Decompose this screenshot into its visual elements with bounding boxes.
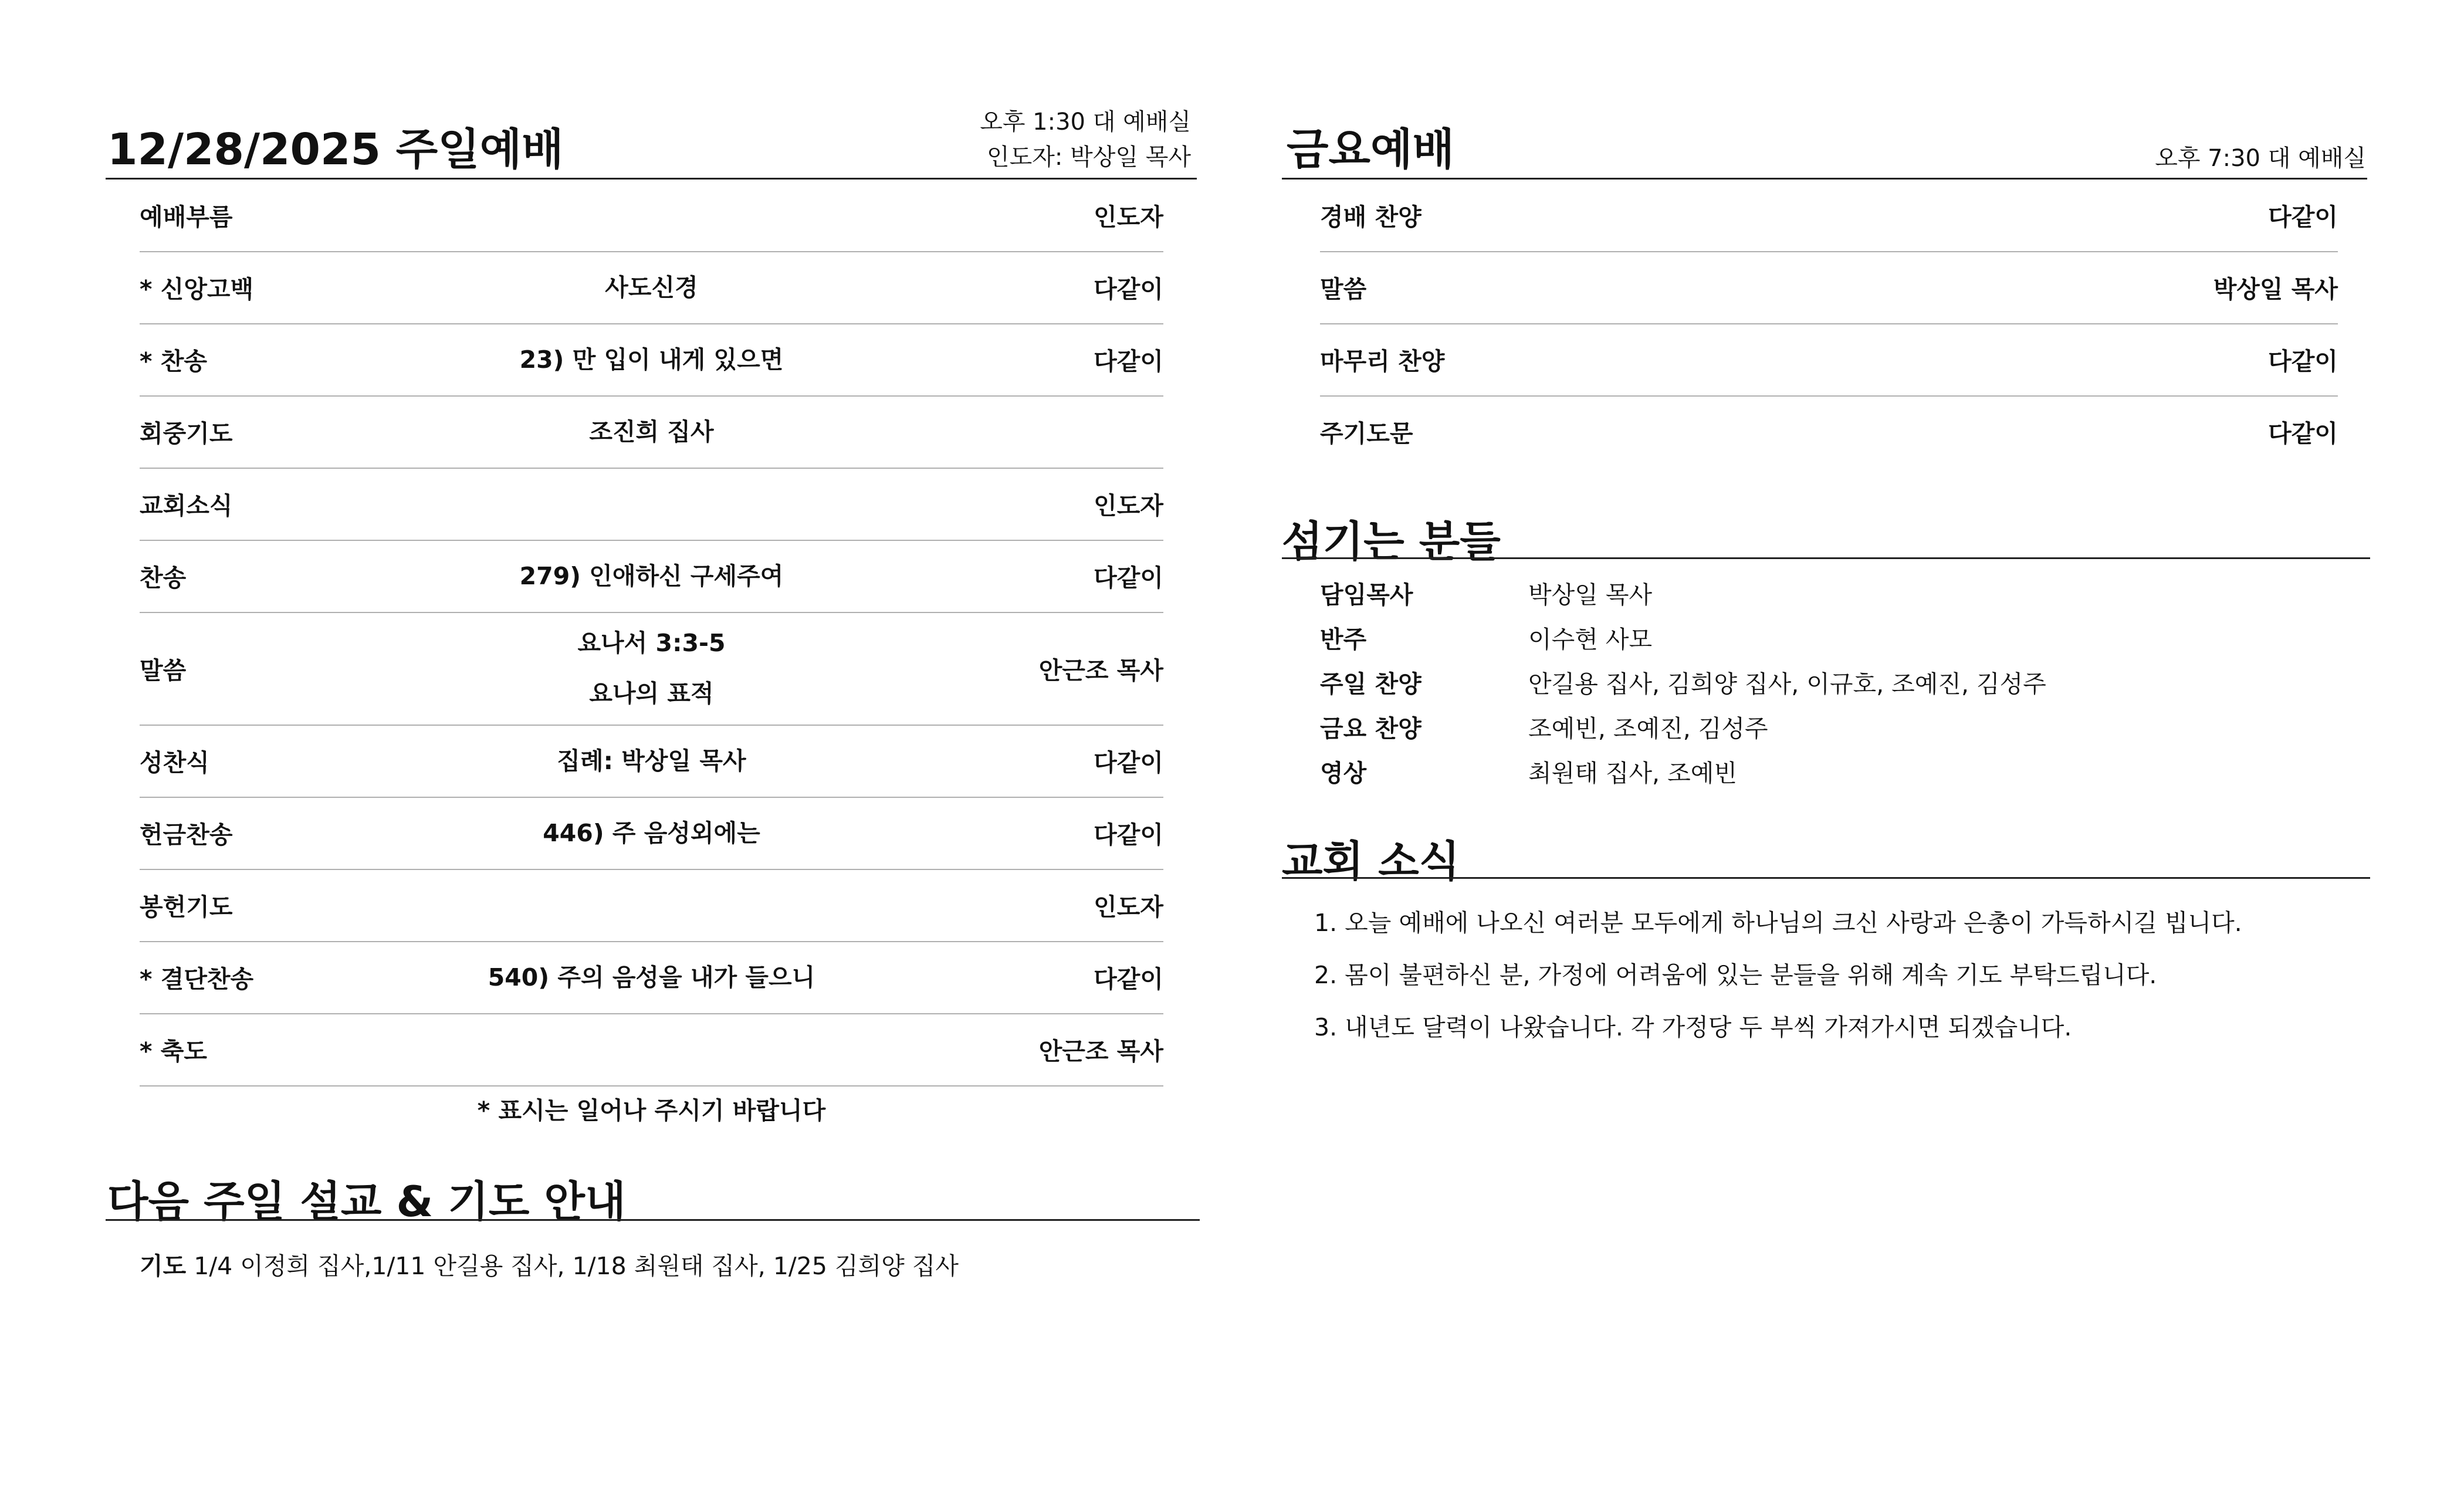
standing-note: * 표시는 일어나 주시기 바랍니다: [477, 1096, 826, 1125]
server-role: 금요 찬양: [1320, 714, 1421, 743]
sunday-service-meta: [980, 104, 1191, 175]
server-row: [1320, 704, 1768, 749]
news-item: 3. 내년도 달력이 나왔습니다. 각 가정당 두 부씩 가져가시면 되겠습니다.: [1314, 1013, 2072, 1041]
service-item-name: 교회소식: [140, 492, 233, 520]
friday-row: [1320, 323, 2338, 397]
service-item-content: [140, 869, 1163, 941]
friday-item-leader: 박상일 목사: [2213, 275, 2338, 303]
service-item-content-line: 요나서 3:3-5: [577, 629, 726, 657]
service-item-name: * 축도: [140, 1037, 207, 1065]
news-item: 2. 몸이 불편하신 분, 가정에 어려움에 있는 분들을 위해 계속 기도 부탁드립니다.: [1314, 961, 2157, 989]
service-item-content: [140, 468, 1163, 540]
server-role: 영상: [1320, 759, 1367, 787]
service-item-content: [140, 797, 1163, 869]
server-names: 최원태 집사, 조예빈: [1528, 759, 1737, 787]
service-item-leader: 다같이: [1094, 347, 1163, 375]
service-item-name: 성찬식: [140, 749, 209, 777]
service-item-content-line: 조진희 집사: [589, 417, 714, 446]
friday-time-place: 오후 7:30 대 예배실: [2155, 145, 2366, 172]
service-item-leader: 다같이: [1094, 821, 1163, 849]
friday-item-name: 경배 찬양: [1320, 203, 1421, 231]
sunday-time-place: 오후 1:30 대 예배실: [980, 109, 1191, 136]
service-item-content-line: 집례: 박상일 목사: [557, 746, 746, 775]
service-item-leader: 다같이: [1094, 275, 1163, 303]
service-item-content-line: 사도신경: [605, 273, 698, 302]
sunday-order-table: [140, 179, 1163, 1085]
server-names: 이수현 사모: [1528, 625, 1653, 654]
friday-item-leader: 다같이: [2268, 203, 2338, 231]
service-row: [140, 395, 1163, 469]
service-row: [140, 540, 1163, 613]
service-row: [140, 869, 1163, 942]
friday-row: [1320, 251, 2338, 324]
church-news-title: 교회 소식: [1282, 837, 1460, 886]
service-item-content-line: 23) 만 입이 내게 있으면: [519, 345, 784, 374]
service-item-leader: 인도자: [1094, 893, 1163, 921]
church-news-list: [1314, 903, 2370, 1044]
service-item-name: * 찬송: [140, 347, 207, 375]
service-item-content-line: 446) 주 음성외에는: [543, 818, 760, 847]
next-week-rule: [106, 1219, 1200, 1221]
service-item-name: 회중기도: [140, 419, 233, 448]
service-item-content: [140, 725, 1163, 797]
service-row: [140, 1013, 1163, 1087]
service-item-name: 찬송: [140, 564, 187, 592]
service-row: [140, 941, 1163, 1014]
friday-row: [1320, 395, 2338, 468]
sunday-leader: 인도자: 박상일 목사: [986, 144, 1191, 171]
service-item-content: [140, 323, 1163, 395]
service-row: [140, 725, 1163, 798]
service-item-content: [140, 941, 1163, 1013]
server-role: 반주: [1320, 625, 1367, 654]
friday-item-name: 마무리 찬양: [1320, 347, 1445, 375]
service-item-leader: 다같이: [1094, 564, 1163, 592]
service-row: [140, 179, 1163, 252]
service-row: [140, 323, 1163, 397]
friday-item-name: 말씀: [1320, 275, 1367, 303]
service-item-name: * 결단찬송: [140, 965, 254, 993]
friday-item-leader: 다같이: [2268, 347, 2338, 375]
service-item-content: [140, 1013, 1163, 1085]
service-item-content-line: 279) 인애하신 구세주여: [519, 561, 784, 590]
service-item-name: 예배부름: [140, 203, 233, 231]
church-news-rule: [1282, 877, 2370, 879]
server-row: [1320, 570, 1652, 615]
prayer-text: 1/4 이정희 집사,1/11 안길용 집사, 1/18 최원태 집사, 1/25 김희양 집사: [194, 1252, 959, 1280]
service-item-content-line: 540) 주의 음성을 내가 들으니: [488, 963, 815, 991]
friday-row: [1320, 179, 2338, 252]
server-row: [1320, 659, 2046, 704]
prayer-label: 기도: [140, 1252, 187, 1280]
prayer-schedule: [140, 1247, 959, 1281]
sunday-service-title: 12/28/2025 주일예배: [107, 124, 564, 175]
service-item-leader: 인도자: [1094, 492, 1163, 520]
friday-order-table: [1320, 179, 2338, 466]
service-item-leader: 인도자: [1094, 203, 1163, 231]
service-item-content: [140, 540, 1163, 612]
service-row: [140, 251, 1163, 324]
service-row: [140, 797, 1163, 870]
next-week-title: 다음 주일 설교 & 기도 안내: [107, 1177, 626, 1226]
news-item: 1. 오늘 예배에 나오신 여러분 모두에게 하나님의 크신 사랑과 은총이 가득하시길 빕니다.: [1314, 909, 2242, 937]
friday-item-name: 주기도문: [1320, 419, 1413, 448]
server-role: 담임목사: [1320, 580, 1413, 609]
service-item-name: 봉헌기도: [140, 893, 233, 921]
service-item-name: 말씀: [140, 656, 187, 685]
service-item-content: [140, 395, 1163, 468]
service-item-content: [140, 179, 1163, 251]
service-item-content-line: 요나의 표적: [589, 679, 714, 708]
server-names: 조예빈, 조예진, 김성주: [1528, 714, 1768, 743]
service-item-content: [140, 251, 1163, 323]
servers-rule: [1282, 557, 2370, 559]
service-item-leader: 안근조 목사: [1038, 1037, 1163, 1065]
servers-title: 섬기는 분들: [1282, 517, 1501, 566]
service-row: [140, 612, 1163, 726]
server-role: 주일 찬양: [1320, 669, 1421, 698]
server-row: [1320, 749, 1737, 793]
service-item-name: * 신앙고백: [140, 275, 254, 303]
service-row: [140, 468, 1163, 541]
friday-service-title: 금요예배: [1287, 124, 1454, 175]
service-item-content: [140, 612, 1163, 725]
server-row: [1320, 615, 1652, 659]
server-names: 안길용 집사, 김희양 집사, 이규호, 조예진, 김성주: [1528, 669, 2046, 698]
servers-list: [1320, 570, 2317, 796]
server-names: 박상일 목사: [1528, 580, 1653, 609]
friday-item-leader: 다같이: [2268, 419, 2338, 448]
service-item-leader: 안근조 목사: [1038, 656, 1163, 685]
service-item-leader: 다같이: [1094, 965, 1163, 993]
service-item-leader: 다같이: [1094, 749, 1163, 777]
service-item-name: 헌금찬송: [140, 821, 233, 849]
